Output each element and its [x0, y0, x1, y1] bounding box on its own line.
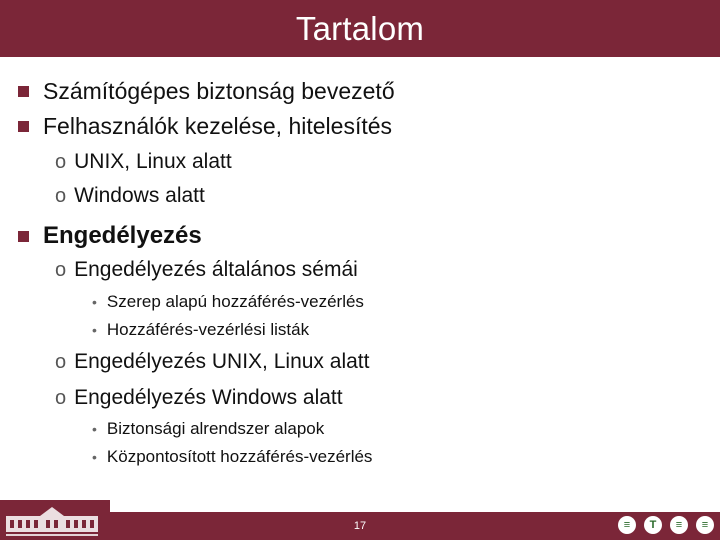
logo-t-icon: T	[644, 516, 662, 534]
outline-item-10	[55, 386, 343, 410]
outline-item-text: Engedélyezés Windows alatt	[74, 386, 343, 409]
outline-item-2	[18, 113, 392, 140]
outline-item-5	[18, 222, 202, 250]
logo-circle-icon: ≡	[618, 516, 636, 534]
outline-item-text: Számítógépes biztonság bevezető	[43, 78, 395, 104]
outline-item-text: Windows alatt	[74, 184, 205, 207]
dot-bullet-icon: •	[92, 294, 97, 310]
outline-item-12	[92, 447, 372, 467]
outline-item-text: Engedélyezés	[43, 222, 202, 249]
square-bullet-icon	[18, 121, 29, 132]
outline-item-1	[18, 78, 395, 105]
circle-bullet-icon: o	[55, 184, 67, 207]
outline-item-text: UNIX, Linux alatt	[74, 150, 232, 173]
square-bullet-icon	[18, 231, 29, 242]
outline-item-9	[55, 350, 369, 374]
outline-item-8	[92, 320, 309, 340]
outline-item-text: Biztonsági alrendszer alapok	[106, 419, 325, 438]
outline-item-text: Hozzáférés-vezérlési listák	[106, 320, 310, 339]
dot-bullet-icon: •	[92, 421, 97, 437]
logo-circle-icon: ≡	[696, 516, 714, 534]
circle-bullet-icon: o	[55, 150, 67, 173]
outline-item-4	[55, 184, 205, 208]
outline-item-text: Engedélyezés általános sémái	[74, 258, 358, 281]
dot-bullet-icon: •	[92, 322, 97, 338]
partner-logos	[618, 516, 714, 536]
outline-item-text: Szerep alapú hozzáférés-vezérlés	[106, 292, 364, 311]
circle-bullet-icon: o	[55, 350, 67, 373]
outline-item-text: Engedélyezés UNIX, Linux alatt	[74, 350, 370, 373]
dot-bullet-icon: •	[92, 449, 97, 465]
university-building-logo-icon	[0, 500, 110, 540]
page-number: 17	[353, 520, 367, 532]
outline-item-3	[55, 150, 232, 174]
outline-item-text: Felhasználók kezelése, hitelesítés	[43, 113, 393, 139]
square-bullet-icon	[18, 86, 29, 97]
outline-item-11	[92, 419, 324, 439]
outline-item-6	[55, 258, 358, 282]
slide-title: Tartalom	[295, 9, 425, 47]
circle-bullet-icon: o	[55, 258, 67, 281]
outline-item-text: Központosított hozzáférés-vezérlés	[106, 447, 373, 466]
logo-circle-icon: ≡	[670, 516, 688, 534]
outline-item-7	[92, 292, 364, 312]
circle-bullet-icon: o	[55, 386, 67, 409]
